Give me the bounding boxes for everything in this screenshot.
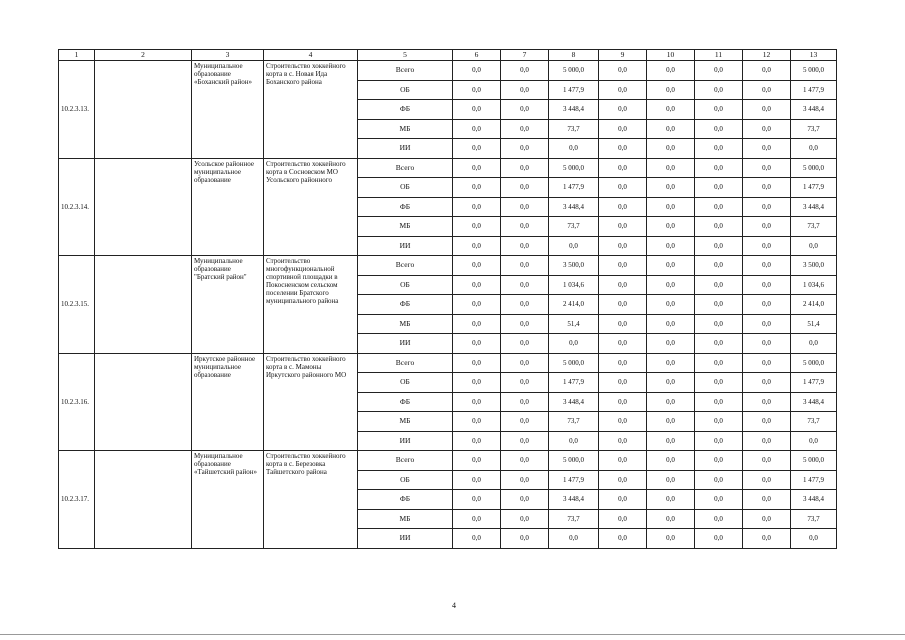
amount-cell: 0,0: [599, 431, 647, 451]
amount-cell: 0,0: [501, 217, 549, 237]
amount-cell: 0,0: [695, 314, 743, 334]
amount-cell: 3 448,4: [791, 392, 837, 412]
amount-cell: 0,0: [647, 314, 695, 334]
column-number-cell: 4: [264, 50, 358, 61]
amount-cell: 1 477,9: [791, 470, 837, 490]
amount-cell: 0,0: [647, 509, 695, 529]
amount-cell: 0,0: [743, 490, 791, 510]
amount-cell: 0,0: [453, 373, 501, 393]
amount-cell: 73,7: [791, 412, 837, 432]
amount-cell: 1 477,9: [549, 373, 599, 393]
funding-source-label: ФБ: [358, 392, 453, 412]
amount-cell: 0,0: [599, 236, 647, 256]
amount-cell: 1 477,9: [549, 470, 599, 490]
amount-cell: 0,0: [647, 275, 695, 295]
amount-cell: 0,0: [599, 392, 647, 412]
column-number-cell: 2: [95, 50, 192, 61]
project-description: Строительство хоккейного корта в с. Новая Ида Боханского района: [264, 61, 358, 159]
amount-cell: 0,0: [743, 139, 791, 159]
funding-source-label: ФБ: [358, 295, 453, 315]
amount-cell: 0,0: [695, 61, 743, 81]
amount-cell: 0,0: [647, 490, 695, 510]
amount-cell: 73,7: [791, 217, 837, 237]
funding-source-label: МБ: [358, 314, 453, 334]
amount-cell: 0,0: [599, 412, 647, 432]
amount-cell: 0,0: [453, 470, 501, 490]
amount-cell: 0,0: [599, 80, 647, 100]
amount-cell: 0,0: [791, 529, 837, 549]
amount-cell: 0,0: [549, 236, 599, 256]
amount-cell: 1 034,6: [549, 275, 599, 295]
amount-cell: 0,0: [453, 61, 501, 81]
amount-cell: 0,0: [453, 119, 501, 139]
budget-table: [58, 49, 837, 549]
amount-cell: 0,0: [453, 178, 501, 198]
amount-cell: 0,0: [647, 217, 695, 237]
amount-cell: 0,0: [695, 412, 743, 432]
amount-cell: 73,7: [549, 119, 599, 139]
amount-cell: 0,0: [599, 295, 647, 315]
table-row: [59, 61, 837, 81]
amount-cell: 0,0: [743, 275, 791, 295]
amount-cell: 0,0: [647, 178, 695, 198]
amount-cell: 0,0: [453, 529, 501, 549]
amount-cell: 0,0: [501, 470, 549, 490]
amount-cell: 0,0: [501, 392, 549, 412]
amount-cell: 0,0: [453, 217, 501, 237]
funding-source-label: ИИ: [358, 236, 453, 256]
amount-cell: 0,0: [695, 529, 743, 549]
amount-cell: 3 448,4: [549, 100, 599, 120]
amount-cell: 0,0: [743, 392, 791, 412]
amount-cell: 0,0: [695, 100, 743, 120]
amount-cell: 0,0: [695, 490, 743, 510]
amount-cell: 0,0: [453, 275, 501, 295]
amount-cell: 0,0: [743, 373, 791, 393]
funding-source-label: МБ: [358, 217, 453, 237]
amount-cell: 0,0: [453, 431, 501, 451]
funding-source-label: ИИ: [358, 334, 453, 354]
amount-cell: 0,0: [501, 178, 549, 198]
amount-cell: 0,0: [647, 373, 695, 393]
amount-cell: 0,0: [695, 119, 743, 139]
amount-cell: 0,0: [743, 314, 791, 334]
page-bottom-rule: [0, 634, 905, 635]
amount-cell: 0,0: [743, 334, 791, 354]
amount-cell: 0,0: [695, 256, 743, 276]
amount-cell: 0,0: [599, 373, 647, 393]
amount-cell: 0,0: [743, 470, 791, 490]
amount-cell: 5 000,0: [791, 353, 837, 373]
amount-cell: 0,0: [647, 197, 695, 217]
amount-cell: 0,0: [599, 470, 647, 490]
amount-cell: 0,0: [453, 392, 501, 412]
amount-cell: 0,0: [599, 353, 647, 373]
amount-cell: 5 000,0: [549, 353, 599, 373]
amount-cell: 73,7: [549, 412, 599, 432]
amount-cell: 0,0: [501, 139, 549, 159]
amount-cell: 0,0: [695, 178, 743, 198]
amount-cell: 0,0: [647, 158, 695, 178]
amount-cell: 0,0: [743, 197, 791, 217]
amount-cell: 0,0: [743, 100, 791, 120]
amount-cell: 0,0: [453, 490, 501, 510]
amount-cell: 0,0: [743, 529, 791, 549]
amount-cell: 0,0: [599, 197, 647, 217]
amount-cell: 0,0: [599, 119, 647, 139]
amount-cell: 0,0: [453, 158, 501, 178]
municipality-name: Муниципальное образование "Братский район": [192, 256, 264, 354]
funding-source-label: ИИ: [358, 529, 453, 549]
amount-cell: 0,0: [501, 158, 549, 178]
column-number-cell: 9: [599, 50, 647, 61]
project-description: Строительство хоккейного корта в с. Мамоны Иркутского районного МО: [264, 353, 358, 451]
amount-cell: 0,0: [647, 334, 695, 354]
column-number-cell: 11: [695, 50, 743, 61]
amount-cell: 3 448,4: [791, 197, 837, 217]
funding-source-label: ОБ: [358, 373, 453, 393]
amount-cell: 0,0: [501, 509, 549, 529]
table-row: [59, 158, 837, 178]
amount-cell: 0,0: [743, 509, 791, 529]
amount-cell: 0,0: [453, 80, 501, 100]
amount-cell: 0,0: [647, 119, 695, 139]
amount-cell: 0,0: [647, 61, 695, 81]
amount-cell: 0,0: [501, 256, 549, 276]
amount-cell: 0,0: [647, 295, 695, 315]
amount-cell: 0,0: [501, 61, 549, 81]
amount-cell: 0,0: [599, 334, 647, 354]
amount-cell: 0,0: [501, 275, 549, 295]
amount-cell: 0,0: [501, 119, 549, 139]
funding-source-label: Всего: [358, 256, 453, 276]
amount-cell: 0,0: [647, 80, 695, 100]
amount-cell: 2 414,0: [791, 295, 837, 315]
amount-cell: 0,0: [695, 470, 743, 490]
amount-cell: 0,0: [501, 353, 549, 373]
amount-cell: 0,0: [647, 470, 695, 490]
project-description: Строительство многофункциональной спортивной площадки в Покосненском сельском поселении Братского муниципального района: [264, 256, 358, 354]
amount-cell: 0,0: [743, 295, 791, 315]
amount-cell: 0,0: [695, 431, 743, 451]
item-col2: [95, 353, 192, 451]
amount-cell: 0,0: [695, 334, 743, 354]
amount-cell: 3 448,4: [549, 197, 599, 217]
project-description: Строительство хоккейного корта в с. Березовка Тайшетского района: [264, 451, 358, 549]
item-col2: [95, 158, 192, 256]
amount-cell: 0,0: [453, 509, 501, 529]
amount-cell: 5 000,0: [549, 158, 599, 178]
amount-cell: 5 000,0: [791, 61, 837, 81]
amount-cell: 3 448,4: [791, 100, 837, 120]
amount-cell: 0,0: [453, 295, 501, 315]
amount-cell: 0,0: [743, 80, 791, 100]
amount-cell: 0,0: [743, 412, 791, 432]
funding-source-label: ОБ: [358, 80, 453, 100]
amount-cell: 0,0: [599, 314, 647, 334]
amount-cell: 0,0: [599, 100, 647, 120]
amount-cell: 0,0: [743, 451, 791, 471]
column-number-cell: 5: [358, 50, 453, 61]
amount-cell: 0,0: [453, 236, 501, 256]
amount-cell: 73,7: [549, 217, 599, 237]
amount-cell: 5 000,0: [791, 158, 837, 178]
funding-source-label: ФБ: [358, 490, 453, 510]
amount-cell: 0,0: [695, 295, 743, 315]
amount-cell: 0,0: [695, 275, 743, 295]
amount-cell: 0,0: [791, 139, 837, 159]
column-number-cell: 8: [549, 50, 599, 61]
amount-cell: 0,0: [599, 275, 647, 295]
item-code: 10.2.3.13.: [59, 61, 95, 159]
municipality-name: Иркутское районное муниципальное образование: [192, 353, 264, 451]
amount-cell: 0,0: [599, 139, 647, 159]
amount-cell: 0,0: [647, 431, 695, 451]
amount-cell: 1 034,6: [791, 275, 837, 295]
item-code: 10.2.3.17.: [59, 451, 95, 549]
column-number-cell: 6: [453, 50, 501, 61]
amount-cell: 5 000,0: [549, 61, 599, 81]
amount-cell: 3 448,4: [791, 490, 837, 510]
amount-cell: 0,0: [599, 217, 647, 237]
amount-cell: 73,7: [791, 509, 837, 529]
amount-cell: 0,0: [695, 158, 743, 178]
amount-cell: 0,0: [647, 100, 695, 120]
amount-cell: 0,0: [647, 392, 695, 412]
amount-cell: 0,0: [599, 529, 647, 549]
amount-cell: 0,0: [695, 236, 743, 256]
column-number-row: [59, 50, 837, 61]
funding-source-label: ОБ: [358, 470, 453, 490]
amount-cell: 0,0: [791, 334, 837, 354]
amount-cell: 0,0: [453, 197, 501, 217]
amount-cell: 3 500,0: [549, 256, 599, 276]
amount-cell: 0,0: [743, 431, 791, 451]
amount-cell: 1 477,9: [791, 178, 837, 198]
municipality-name: Усольское районное муниципальное образование: [192, 158, 264, 256]
amount-cell: 0,0: [501, 197, 549, 217]
amount-cell: 0,0: [453, 256, 501, 276]
column-number-cell: 3: [192, 50, 264, 61]
amount-cell: 0,0: [743, 158, 791, 178]
amount-cell: 3 448,4: [549, 490, 599, 510]
amount-cell: 0,0: [501, 334, 549, 354]
amount-cell: 0,0: [647, 529, 695, 549]
table-row: [59, 353, 837, 373]
amount-cell: 0,0: [599, 61, 647, 81]
amount-cell: 0,0: [501, 431, 549, 451]
amount-cell: 0,0: [453, 334, 501, 354]
item-col2: [95, 451, 192, 549]
amount-cell: 0,0: [453, 139, 501, 159]
table-row: [59, 256, 837, 276]
amount-cell: 0,0: [743, 256, 791, 276]
amount-cell: 0,0: [599, 509, 647, 529]
amount-cell: 0,0: [647, 353, 695, 373]
amount-cell: 0,0: [599, 490, 647, 510]
item-col2: [95, 61, 192, 159]
amount-cell: 0,0: [647, 412, 695, 432]
amount-cell: 51,4: [791, 314, 837, 334]
column-number-cell: 10: [647, 50, 695, 61]
column-number-cell: 7: [501, 50, 549, 61]
amount-cell: 73,7: [549, 509, 599, 529]
amount-cell: 1 477,9: [549, 178, 599, 198]
item-code: 10.2.3.16.: [59, 353, 95, 451]
amount-cell: 0,0: [501, 412, 549, 432]
amount-cell: 0,0: [743, 236, 791, 256]
amount-cell: 0,0: [599, 178, 647, 198]
amount-cell: 0,0: [791, 431, 837, 451]
amount-cell: 0,0: [549, 431, 599, 451]
amount-cell: 0,0: [695, 451, 743, 471]
funding-source-label: Всего: [358, 158, 453, 178]
amount-cell: 0,0: [501, 100, 549, 120]
amount-cell: 0,0: [453, 412, 501, 432]
column-number-cell: 13: [791, 50, 837, 61]
funding-source-label: МБ: [358, 119, 453, 139]
funding-source-label: ОБ: [358, 178, 453, 198]
amount-cell: 0,0: [695, 392, 743, 412]
amount-cell: 0,0: [695, 80, 743, 100]
amount-cell: 0,0: [549, 529, 599, 549]
amount-cell: 5 000,0: [791, 451, 837, 471]
funding-source-label: ФБ: [358, 100, 453, 120]
funding-source-label: Всего: [358, 451, 453, 471]
funding-source-label: ИИ: [358, 139, 453, 159]
amount-cell: 5 000,0: [549, 451, 599, 471]
funding-source-label: Всего: [358, 353, 453, 373]
funding-source-label: ИИ: [358, 431, 453, 451]
amount-cell: 0,0: [647, 236, 695, 256]
amount-cell: 0,0: [743, 61, 791, 81]
amount-cell: 0,0: [453, 353, 501, 373]
amount-cell: 0,0: [453, 314, 501, 334]
amount-cell: 1 477,9: [549, 80, 599, 100]
amount-cell: 0,0: [501, 373, 549, 393]
amount-cell: 1 477,9: [791, 373, 837, 393]
amount-cell: 0,0: [549, 139, 599, 159]
amount-cell: 0,0: [695, 139, 743, 159]
amount-cell: 0,0: [695, 373, 743, 393]
amount-cell: 0,0: [743, 119, 791, 139]
amount-cell: 0,0: [647, 256, 695, 276]
item-code: 10.2.3.14.: [59, 158, 95, 256]
amount-cell: 0,0: [501, 490, 549, 510]
amount-cell: 0,0: [647, 139, 695, 159]
amount-cell: 0,0: [501, 80, 549, 100]
amount-cell: 0,0: [501, 295, 549, 315]
amount-cell: 3 500,0: [791, 256, 837, 276]
funding-source-label: ОБ: [358, 275, 453, 295]
amount-cell: 2 414,0: [549, 295, 599, 315]
funding-source-label: МБ: [358, 412, 453, 432]
amount-cell: 0,0: [647, 451, 695, 471]
item-code: 10.2.3.15.: [59, 256, 95, 354]
funding-source-label: Всего: [358, 61, 453, 81]
amount-cell: 51,4: [549, 314, 599, 334]
funding-source-label: МБ: [358, 509, 453, 529]
amount-cell: 0,0: [695, 509, 743, 529]
project-description: Строительство хоккейного корта в Сосновском МО Усольского районного: [264, 158, 358, 256]
municipality-name: Муниципальное образование «Боханский район»: [192, 61, 264, 159]
municipality-name: Муниципальное образование «Тайшетский район»: [192, 451, 264, 549]
amount-cell: 0,0: [695, 353, 743, 373]
page-number: 4: [452, 601, 456, 610]
table-row: [59, 451, 837, 471]
amount-cell: 0,0: [599, 451, 647, 471]
amount-cell: 0,0: [695, 217, 743, 237]
amount-cell: 0,0: [501, 529, 549, 549]
funding-source-label: ФБ: [358, 197, 453, 217]
amount-cell: 0,0: [599, 256, 647, 276]
amount-cell: 0,0: [743, 178, 791, 198]
amount-cell: 0,0: [501, 314, 549, 334]
amount-cell: 0,0: [501, 236, 549, 256]
amount-cell: 0,0: [453, 100, 501, 120]
column-number-cell: 12: [743, 50, 791, 61]
amount-cell: 0,0: [501, 451, 549, 471]
amount-cell: 0,0: [695, 197, 743, 217]
amount-cell: 3 448,4: [549, 392, 599, 412]
amount-cell: 73,7: [791, 119, 837, 139]
amount-cell: 0,0: [743, 353, 791, 373]
amount-cell: 0,0: [599, 158, 647, 178]
amount-cell: 0,0: [743, 217, 791, 237]
amount-cell: 0,0: [453, 451, 501, 471]
amount-cell: 0,0: [549, 334, 599, 354]
item-col2: [95, 256, 192, 354]
amount-cell: 1 477,9: [791, 80, 837, 100]
column-number-cell: 1: [59, 50, 95, 61]
amount-cell: 0,0: [791, 236, 837, 256]
